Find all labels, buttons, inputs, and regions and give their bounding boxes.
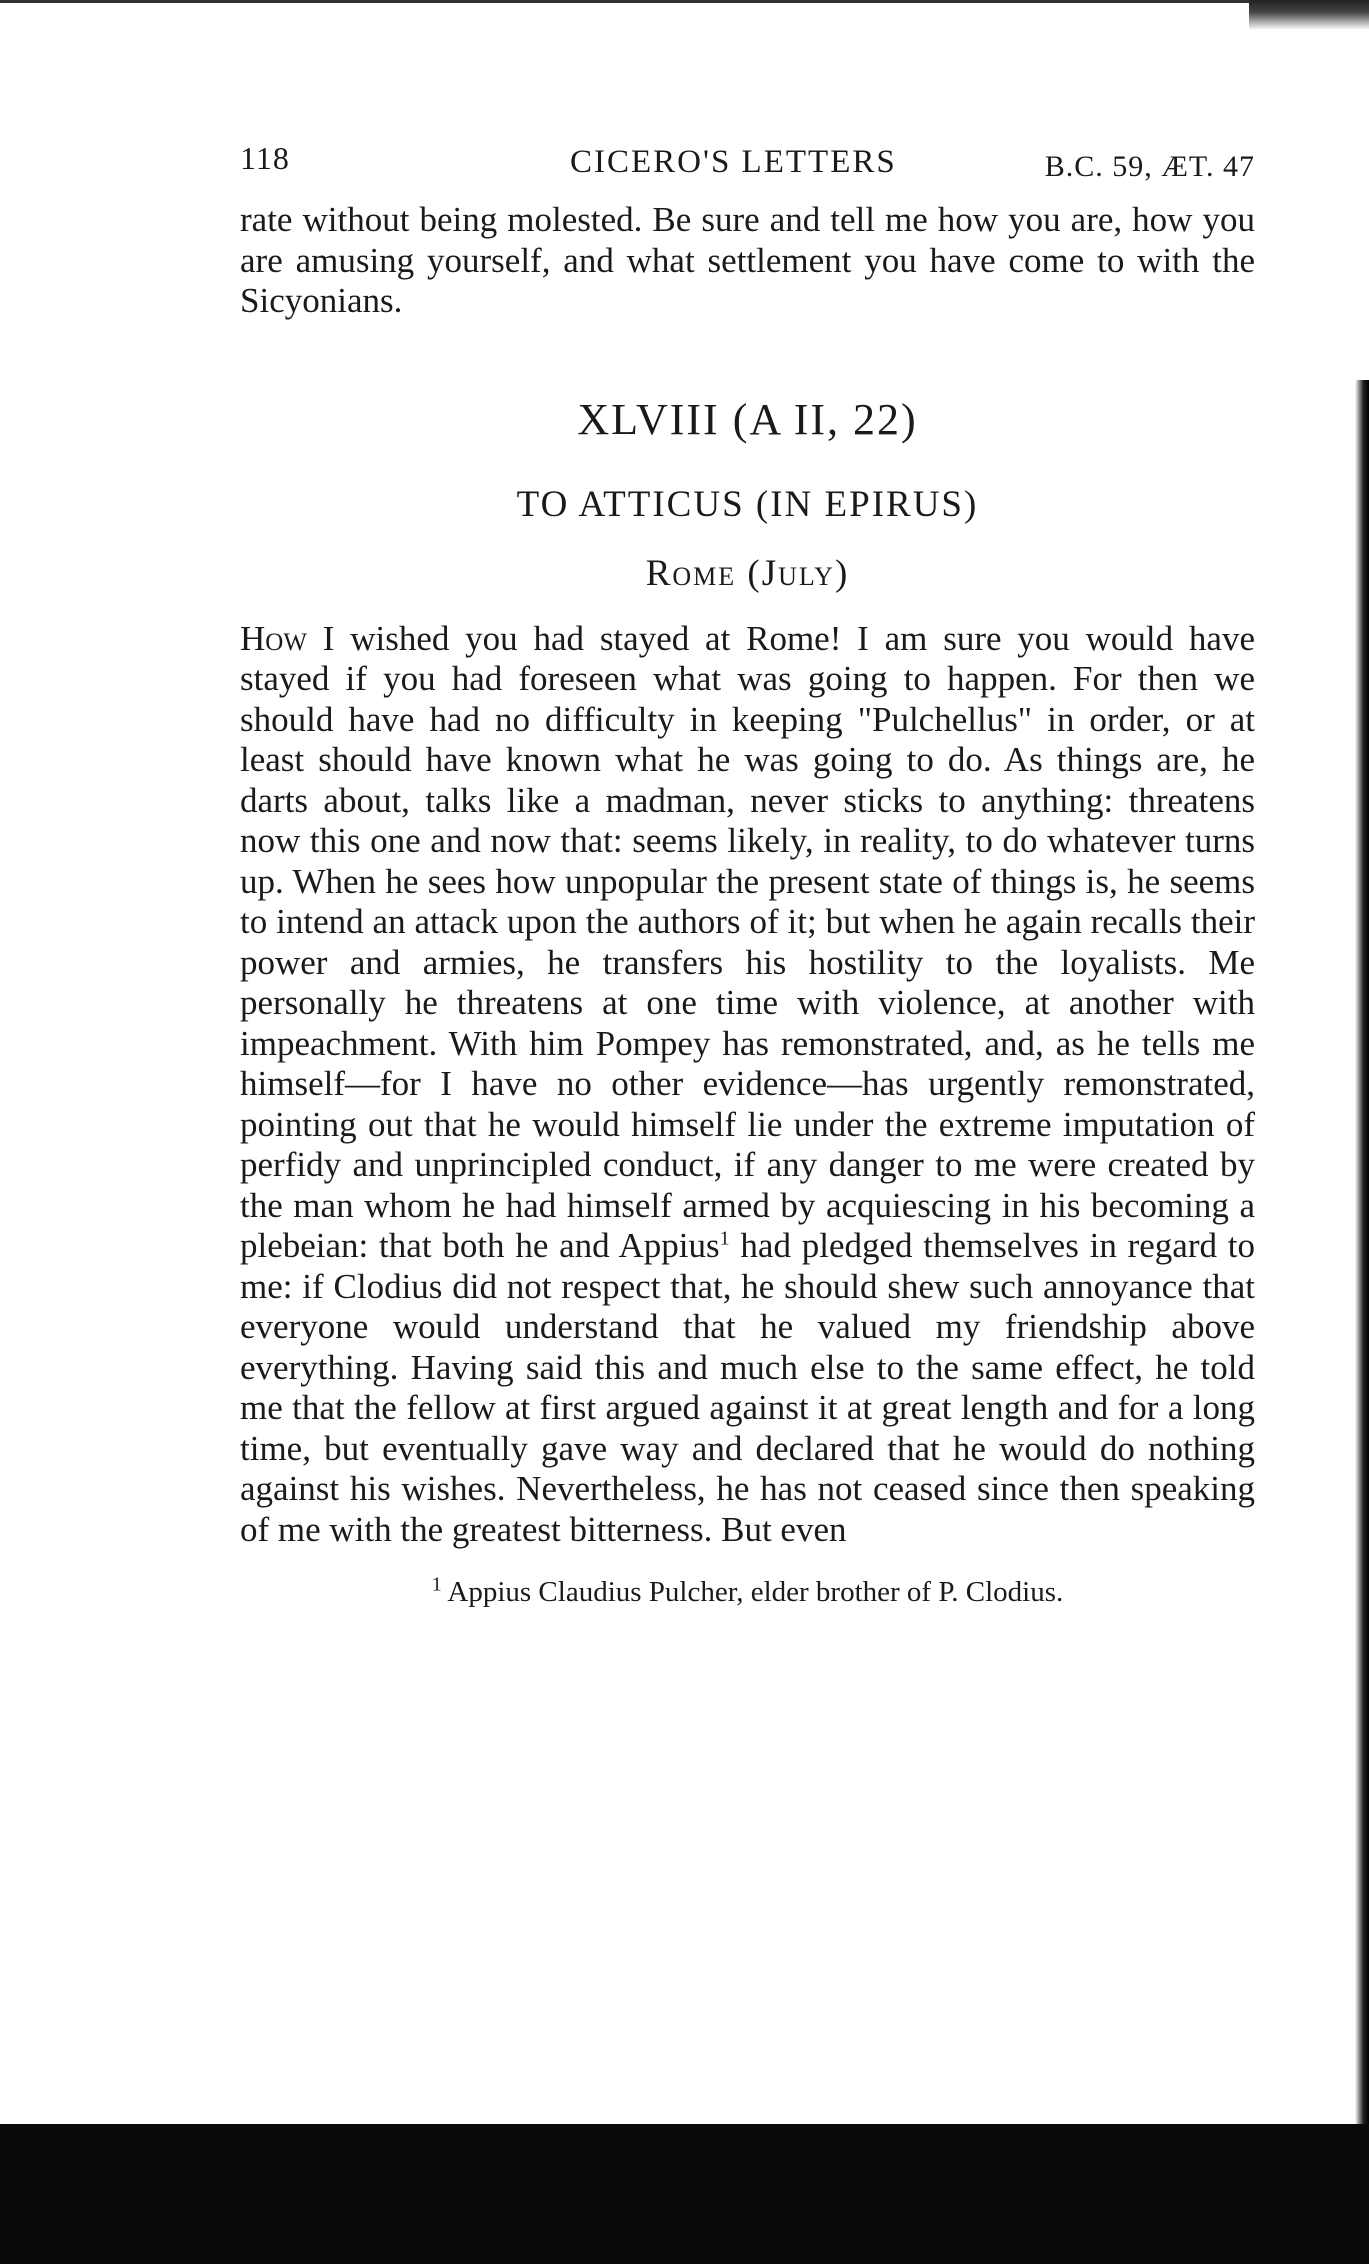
letter-place-date: Rome (July) xyxy=(645,552,850,594)
continuation-paragraph: rate without being molested. Be sure and tell me how you are, how you are amusing yourself, and what settlement you have come to with the Sicyonians. xyxy=(240,200,1255,320)
scan-bottom-shadow xyxy=(0,2124,1369,2264)
running-head xyxy=(240,140,1255,200)
page-top-edge xyxy=(0,0,1369,3)
lead-word: How xyxy=(240,618,307,658)
page-right-edge-shadow xyxy=(1355,380,1369,2140)
page-corner-shadow xyxy=(1249,0,1369,30)
letter-body-part-1: I wished you had stayed at Rome! I am sure you would have stayed if you had foreseen what was going to happen. For then we should have had no difficulty in keeping "Pulchellus" in order, or at least should have known what he was going to do. As things are, he darts about, talks like a madman, never sticks to anything: threatens now this one and now that: seems likely, in reality, to do whatever turns up. When he sees how unpopular the present state of things is, he seems to intend an attack upon the authors of it; but when he again recalls their power and armies, he transfers his hostility to the loyalists. Me personally he threatens at one time with violence, at another with impeachment. With him Pompey has remonstrated, and, as he tells me himself—for I have no other evidence—has urgently remonstrated, pointing out that he would himself lie under the extreme imputation of perfidy and unprincipled conduct, if any danger to me were created by the man whom he had himself armed by acquiescing in his becoming a plebeian: that both he and Appius xyxy=(240,618,1255,1265)
footnote-reference: 1 xyxy=(719,1227,730,1250)
letter-number: XLVIII xyxy=(577,394,720,444)
running-title: CICERO'S LETTERS xyxy=(570,144,897,180)
letter-heading xyxy=(240,394,1255,445)
book-page xyxy=(240,140,1255,1609)
footnote-marker: 1 xyxy=(431,1573,442,1596)
letter-addressee: TO ATTICUS (IN EPIRUS) xyxy=(516,483,979,525)
letter-body xyxy=(240,619,1255,1551)
page-number: 118 xyxy=(240,140,290,176)
letter-reference: (A II, 22) xyxy=(732,394,918,444)
footnote xyxy=(240,1573,1255,1609)
letter-body-part-2: had pledged themselves in regard to me: if Clodius did not respect that, he should shew such annoyance that everyone would understand that he valued my friendship above everything. Having said this and much else to the same effect, he told me that the fellow at first argued against it at great length and for a long time, but eventually gave way and declared that he would do nothing against his wishes. Nevertheless, he has not ceased since then speaking of me with the greatest bitterness. But even xyxy=(240,1226,1255,1549)
running-date: B.C. 59, ÆT. 47 xyxy=(1044,150,1255,183)
footnote-text: Appius Claudius Pulcher, elder brother of P. Clodius. xyxy=(441,1576,1064,1608)
